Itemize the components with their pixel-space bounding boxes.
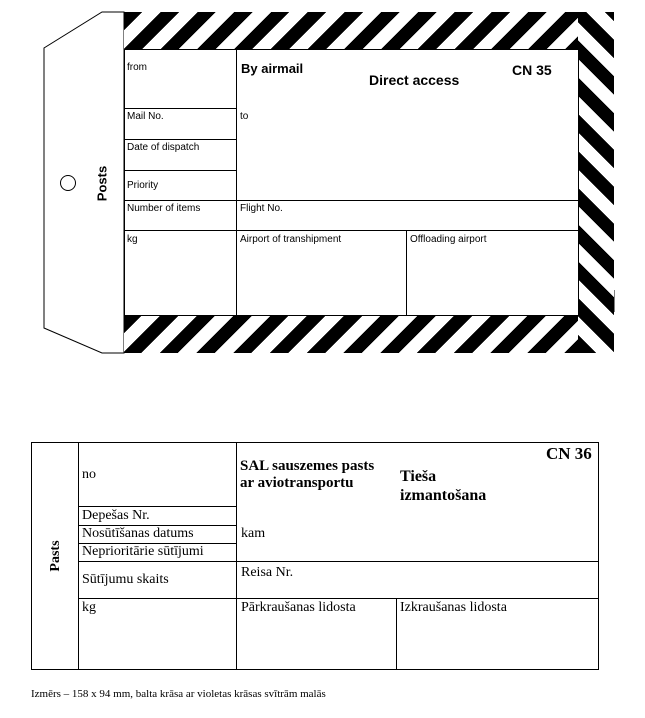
field-to: to (240, 111, 249, 122)
field-from: from (127, 62, 147, 73)
divider (78, 598, 599, 599)
sal-label-line2: ar aviotransportu (240, 475, 354, 491)
sal-label (240, 458, 374, 492)
cn35-stripes-top (124, 12, 614, 49)
divider (78, 561, 599, 562)
direct-use-line2: izmantošana (400, 487, 487, 504)
field-parkrausanas-lidosta: Pārkraušanas lidosta (241, 600, 356, 615)
tag-hole (60, 175, 76, 191)
direct-use-label (400, 467, 486, 505)
field-date-of-dispatch: Date of dispatch (127, 142, 200, 153)
cn36-side-label: Pasts (48, 540, 63, 572)
divider (124, 230, 579, 231)
field-offloading-airport: Offloading airport (410, 234, 487, 245)
field-airport-of-transhipment: Airport of transhipment (240, 234, 342, 245)
divider (236, 49, 237, 316)
divider (124, 170, 237, 171)
divider (124, 108, 237, 109)
sal-label-line1: SAL sauszemes pasts (240, 458, 375, 474)
divider (78, 506, 237, 507)
field-neprioritarie: Neprioritārie sūtījumi (82, 544, 204, 559)
divider (124, 139, 237, 140)
divider (124, 200, 579, 201)
field-flight-no: Flight No. (240, 203, 283, 214)
by-airmail-label: By airmail (241, 61, 304, 76)
field-number-of-items: Number of items (127, 203, 201, 214)
field-sutijumu-skaits: Sūtījumu skaits (82, 572, 169, 587)
divider (236, 442, 237, 670)
field-priority: Priority (127, 180, 159, 191)
field-kg: kg (127, 234, 138, 245)
cn35-stripes-right (578, 12, 614, 353)
divider (78, 442, 79, 670)
field-kam: kam (241, 526, 266, 541)
divider (396, 598, 397, 670)
field-reisa-nr: Reisa Nr. (241, 565, 294, 580)
field-depesas-nr: Depešas Nr. (82, 508, 150, 523)
field-izkrausanas-lidosta: Izkraušanas lidosta (400, 600, 507, 615)
cn35-code: CN 35 (512, 62, 552, 78)
direct-access-label: Direct access (369, 72, 460, 88)
cn36-code: CN 36 (546, 444, 592, 463)
direct-use-line1: Tieša (400, 468, 437, 485)
cn35-form (124, 49, 579, 316)
cn35-stripes-bottom (124, 315, 614, 353)
field-no: no (82, 467, 96, 482)
field-kg: kg (82, 600, 96, 615)
field-nosutisanas-datums: Nosūtīšanas datums (82, 526, 194, 541)
cn35-side-label: Posts (94, 165, 110, 202)
caption: Izmērs – 158 x 94 mm, balta krāsa ar violetas krāsas svītrām malās (31, 688, 326, 700)
field-mail-no: Mail No. (127, 111, 164, 122)
divider (406, 230, 407, 316)
